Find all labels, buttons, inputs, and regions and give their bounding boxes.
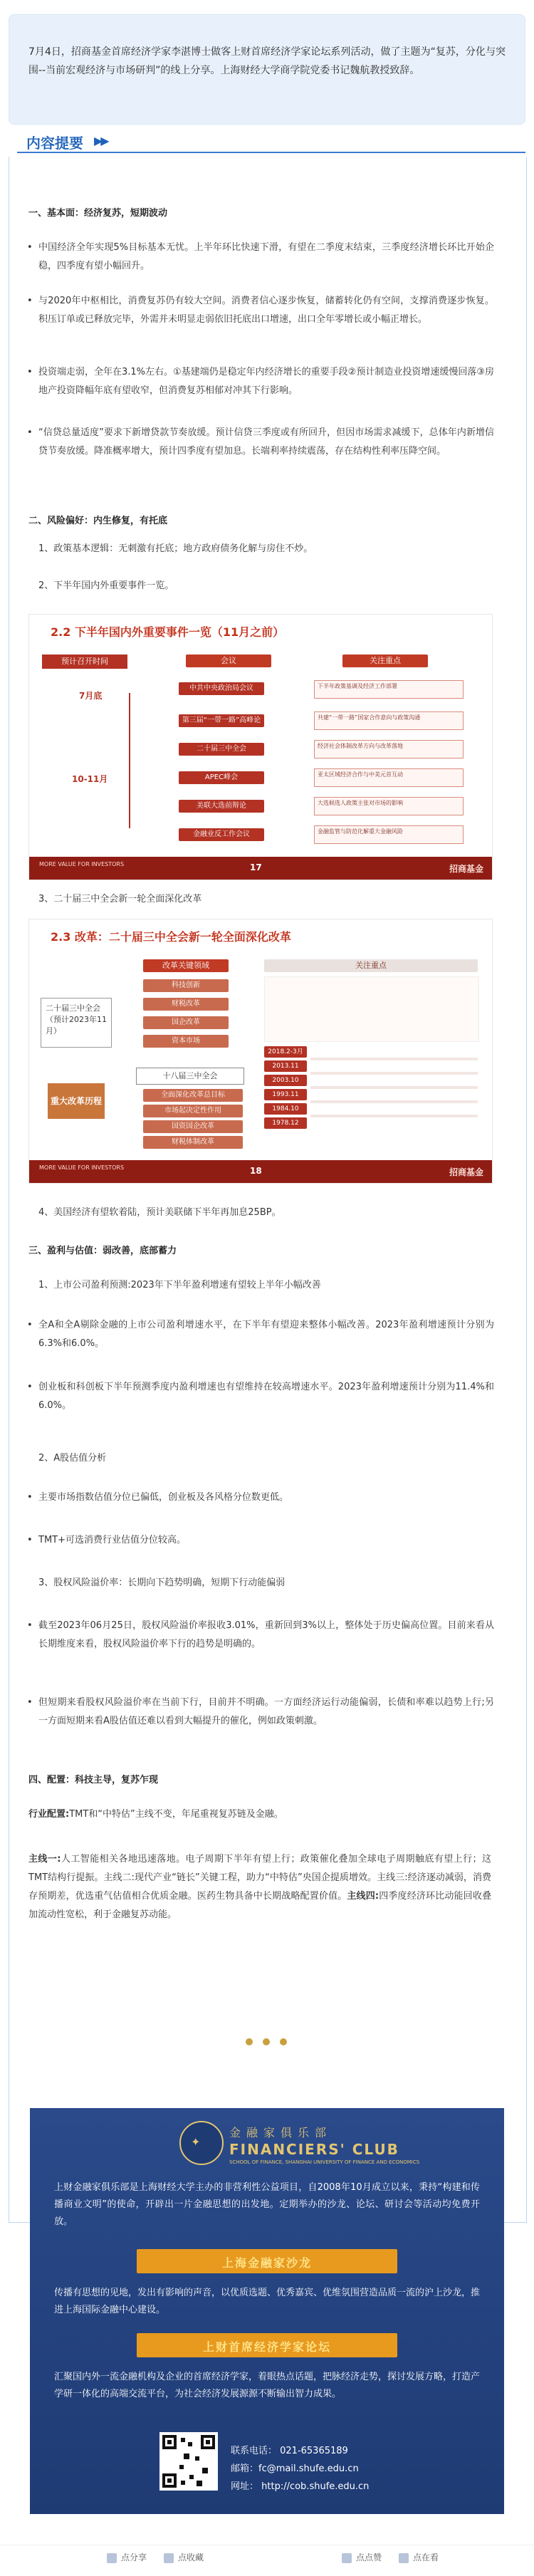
time-oct-nov: 10-11月 bbox=[72, 774, 108, 784]
item-us: 4、美国经济有望软着陆，预计美联储下半年再加息25BP。 bbox=[38, 1207, 281, 1218]
meeting-politburo: 中共中央政治局会议 bbox=[179, 682, 264, 695]
field-2: 财税改革 bbox=[143, 998, 229, 1011]
config-label: 行业配置: bbox=[28, 1809, 70, 1820]
brand-logo: 招商基金 bbox=[449, 864, 483, 874]
slide-header bbox=[29, 615, 492, 640]
share-button[interactable] bbox=[107, 2551, 147, 2563]
session-item-4: 财税体制改革 bbox=[143, 1136, 243, 1149]
content-notes bbox=[264, 976, 479, 1042]
year-1: 2018.2-3月 bbox=[264, 1046, 307, 1058]
slide-tagline: MORE VALUE FOR INVESTORS bbox=[39, 861, 125, 867]
slide-page-no: 18 bbox=[250, 1166, 262, 1176]
slide-reform bbox=[28, 919, 493, 1184]
intro-card bbox=[9, 14, 525, 125]
brand-logo: 招商基金 bbox=[449, 1167, 483, 1177]
star-icon bbox=[164, 2553, 174, 2563]
ribbon-salon bbox=[137, 2249, 397, 2273]
section-title bbox=[9, 128, 525, 157]
heading-risk: 二、风险偏好：内生修复，有托底 bbox=[28, 516, 168, 526]
heading-fundamentals: 一、基本面：经济复苏，短期波动 bbox=[28, 208, 168, 219]
bullet-investment: • 投资端走弱，全年在3.1%左右。①基建端仍是稳定年内经济增长的重要手段②预计制造业投资增速缓慢回落③房地产投资降幅年底有望收窄，但消费复苏相郁对冲其下行影响。 bbox=[38, 363, 494, 400]
bullet-economy: • 中国经济全年实现5%目标基本无忧。上半年环比快速下滑，有望在二季度末结束，三季度经济增长环比开始企稳，四季度有望小幅回升。 bbox=[38, 239, 494, 276]
slide-title: 2.3 改革：二十届三中全会新一轮全面深化改革 bbox=[51, 930, 291, 944]
meeting-plenum: 二十届三中全会 bbox=[179, 743, 264, 756]
field-3: 国企改革 bbox=[143, 1016, 229, 1029]
config-text: TMT和“中特估”主线不变，年尾重视复苏链及金融。 bbox=[69, 1809, 283, 1820]
meeting-finance: 金融业反工作会议 bbox=[179, 828, 264, 841]
col-meeting: 会议 bbox=[186, 655, 271, 667]
meeting-belt-road: 第三届“一带一路”高峰论坛 bbox=[179, 714, 264, 727]
theme4-label: 主线四: bbox=[347, 1891, 379, 1902]
slide-footer bbox=[29, 857, 492, 880]
slide-footer bbox=[29, 1160, 492, 1183]
bullet-credit: • “信贷总量适度”要求下新增贷款节奏放缓。预计信贷三季度或有所回升，但因市场需求减缓下，总体年内新增信贷节奏放缓。降准概率增大，预计四季度有望加息。长端利率持续震荡，存在结构性利率压降空间。 bbox=[38, 424, 494, 461]
like-button[interactable] bbox=[342, 2551, 382, 2563]
divider-dots bbox=[246, 2037, 288, 2047]
plenum-box: 二十届三中全会（预计2023年11月） bbox=[41, 998, 112, 1048]
share-label: 点分享 bbox=[121, 2552, 147, 2562]
slide-tagline: MORE VALUE FOR INVESTORS bbox=[39, 1164, 125, 1171]
club-name-cn: 金融家俱乐部 bbox=[229, 2126, 333, 2139]
bullet-erp-short: • 但短期来看股权风险溢价率在当前下行，目前并不明确。一方面经济运行动能偏弱，长债和率难以趋势上行;另一方面短期来看A股估值还难以看到大幅提升的催化，例如政策刺激。 bbox=[38, 1694, 494, 1731]
slide-header bbox=[29, 919, 492, 945]
session-item-1: 全面深化改革总目标 bbox=[143, 1089, 243, 1102]
eye-icon bbox=[399, 2553, 409, 2563]
theme4-text: 四季度经济环比动能回收叠加流动性宽松，利于金融复苏动能。 bbox=[28, 1891, 491, 1920]
col-time: 预计召开时间 bbox=[42, 655, 127, 669]
slide-title: 2.2 下半年国内外重要事件一览（11月之前） bbox=[51, 625, 285, 639]
session-box: 十八届三中全会 bbox=[136, 1068, 244, 1085]
slide-events bbox=[28, 614, 493, 880]
club-website: 网址： http://cob.shufe.edu.cn bbox=[231, 2481, 370, 2492]
double-arrow-icon: ▶▶ bbox=[94, 134, 108, 147]
bullet-chinext: • 创业板和科创板下半年预测季度内盈利增速也有望维持在较高增速水平。2023年盈利增速预计分别为11.4%和6.0%。 bbox=[38, 1378, 494, 1415]
year-4: 1993.11 bbox=[264, 1089, 307, 1100]
bottom-action-bar bbox=[0, 2545, 534, 2576]
focus-4: 亚太区域经济合作与中美元首互动 bbox=[314, 768, 464, 787]
config-line bbox=[28, 1805, 491, 1824]
meeting-us-debate: 美联大选前辩论 bbox=[179, 800, 264, 813]
club-phone: 联系电话： 021-65365189 bbox=[231, 2446, 348, 2456]
session-item-3: 国资国企改革 bbox=[143, 1120, 243, 1133]
view-label: 点在看 bbox=[413, 2552, 439, 2562]
slide-page-no: 17 bbox=[250, 862, 262, 872]
club-card bbox=[30, 2108, 504, 2514]
theme1-label: 主线一: bbox=[28, 1854, 61, 1865]
ribbon-forum bbox=[137, 2333, 397, 2357]
item-policy-logic: 1、政策基本逻辑：无刺激有托底；地方政府债务化解与房住不炒。 bbox=[38, 543, 313, 554]
fields-head: 改革关键领域 bbox=[143, 959, 229, 972]
timeline-line bbox=[129, 693, 130, 828]
year-6: 1978.12 bbox=[264, 1117, 307, 1129]
focus-1: 下半年政策基调及经济工作部署 bbox=[314, 680, 464, 699]
focus-3: 经济社会体制改革方向与改革落地 bbox=[314, 740, 464, 758]
view-button[interactable] bbox=[399, 2551, 439, 2563]
club-logo-icon: ✦ bbox=[179, 2121, 224, 2165]
bullet-all-a: • 全A和全A剔除金融的上市公司盈利增速水平，在下半年有望迎来整体小幅改善。2023年盈利增速预计分别为6.3%和6.0%。 bbox=[38, 1316, 494, 1353]
session-item-2: 市场起决定性作用 bbox=[143, 1105, 243, 1117]
bullet-tmt: • TMT+可选消费行业估值分位较高。 bbox=[38, 1531, 494, 1550]
meeting-apec: APEC峰会 bbox=[179, 771, 264, 784]
intro-text: 7月4日，招商基金首席经济学家李湛博士做客上财首席经济学家论坛系列活动，做了主题为“复苏，分化与突围--当前宏观经济与市场研判”的线上分享。上海财经大学商学院党委书记魏航教授致辞。 bbox=[28, 46, 506, 76]
heading-allocation: 四、配置：科技主导，复苏乍现 bbox=[28, 1775, 159, 1785]
year-2: 2013.11 bbox=[264, 1060, 307, 1072]
item-valuation: 2、A股估值分析 bbox=[38, 1453, 107, 1464]
ribbon-forum-text: 上财首席经济学家论坛 bbox=[202, 2340, 331, 2354]
club-name-en: FINANCIERS' CLUB bbox=[229, 2141, 399, 2158]
club-name-sub: SCHOOL OF FINANCE, SHANGHAI UNIVERSITY OF FINANCE AND ECONOMICS bbox=[229, 2159, 420, 2165]
col-focus: 关注重点 bbox=[342, 655, 428, 667]
item-events: 2、下半年国内外重要事件一览。 bbox=[38, 580, 174, 591]
bullet-erp-level: • 截至2023年06月25日，股权风险溢价率报收3.01%，重新回到3%以上，整体处于历史偏高位置。目前来看从长期维度来看，股权风险溢价率下行的趋势是明确的。 bbox=[38, 1617, 494, 1654]
club-intro: 上财金融家俱乐部是上海财经大学主办的非营利性公益项目，自2008年10月成立以来，秉持“构建和传播商业文明”的使命，开辟出一片金融思想的出发地。定期举办的沙龙、论坛、研讨会等活动均免费开放。 bbox=[54, 2182, 480, 2227]
heading-earnings: 三、盈利与估值：弱改善，底部蓄力 bbox=[28, 1246, 177, 1256]
collect-button[interactable] bbox=[164, 2551, 204, 2563]
bullet-index: • 主要市场指数估值分位已偏低，创业板及各风格分位数更低。 bbox=[38, 1488, 494, 1507]
year-5: 1984.10 bbox=[264, 1103, 307, 1115]
qr-code bbox=[159, 2432, 218, 2491]
item-plenum: 3、二十届三中全会新一轮全面深化改革 bbox=[38, 894, 202, 904]
theme-paragraph bbox=[28, 1850, 491, 1924]
reform-table bbox=[310, 1046, 478, 1129]
field-4: 资本市场 bbox=[143, 1035, 229, 1048]
focus-5: 大选候选人政策主张对市场的影响 bbox=[314, 797, 464, 815]
year-3: 2003.10 bbox=[264, 1075, 307, 1086]
club-salon-desc: 传播有思想的见地，发出有影响的声音，以优质选题、优秀嘉宾、优维氛围营造品质一流的沪上沙龙，推进上海国际金融中心建设。 bbox=[54, 2288, 481, 2315]
section-divider bbox=[17, 152, 525, 153]
share-icon bbox=[107, 2553, 117, 2563]
reform-history-box: 重大改革历程 bbox=[48, 1083, 105, 1119]
section-title-text: 内容提要 bbox=[26, 135, 83, 152]
content-head: 关注重点 bbox=[264, 959, 478, 972]
focus-2: 共建“一带一路”国家合作意向与政策沟通 bbox=[314, 711, 464, 730]
like-label: 点点赞 bbox=[356, 2552, 382, 2562]
field-1: 科技创新 bbox=[143, 979, 229, 992]
item-forecast: 1、上市公司盈利预测:2023年下半年盈利增速有望较上半年小幅改善 bbox=[38, 1280, 321, 1290]
theme1-text: 人工智能相关各地迅速落地。电子周期下半年有望上行；政策催化叠加全球电子周期触底有望上行；这TMT结构行提振。主线二:现代产业“链长”关键工程，助力“中特估”央国企提质增效。主线三:经济逐动减弱，消费存预期差，优选重气估值相合优质金融。医药生物具备中长期战略配置价值。 bbox=[28, 1854, 491, 1902]
club-email: 邮箱：fc@mail.shufe.edu.cn bbox=[231, 2463, 359, 2474]
club-forum-desc: 汇聚国内外一流金融机构及企业的首席经济学家，着眼热点话题，把脉经济走势，探讨发展方略，打造产学研一体化的高端交流平台，为社会经济发展源源不断输出智力成果。 bbox=[54, 2372, 481, 2399]
bullet-consumption: • 与2020年中枢相比，消费复苏仍有较大空间。消费者信心逐步恢复，储蓄转化仍有空间，支撑消费逐步恢复。积压订单或已释放完毕，外需并未明显走弱依旧托底出口增速，出口全年零增长或小幅正增长。 bbox=[38, 292, 494, 329]
time-july: 7月底 bbox=[79, 691, 103, 701]
item-erp: 3、股权风险溢价率：长期向下趋势明确，短期下行动能偏弱 bbox=[38, 1578, 286, 1588]
focus-6: 金融监管与防范化解重大金融风险 bbox=[314, 825, 464, 844]
thumb-icon bbox=[342, 2553, 352, 2563]
ribbon-salon-text: 上海金融家沙龙 bbox=[221, 2256, 312, 2270]
collect-label: 点收藏 bbox=[178, 2552, 204, 2562]
